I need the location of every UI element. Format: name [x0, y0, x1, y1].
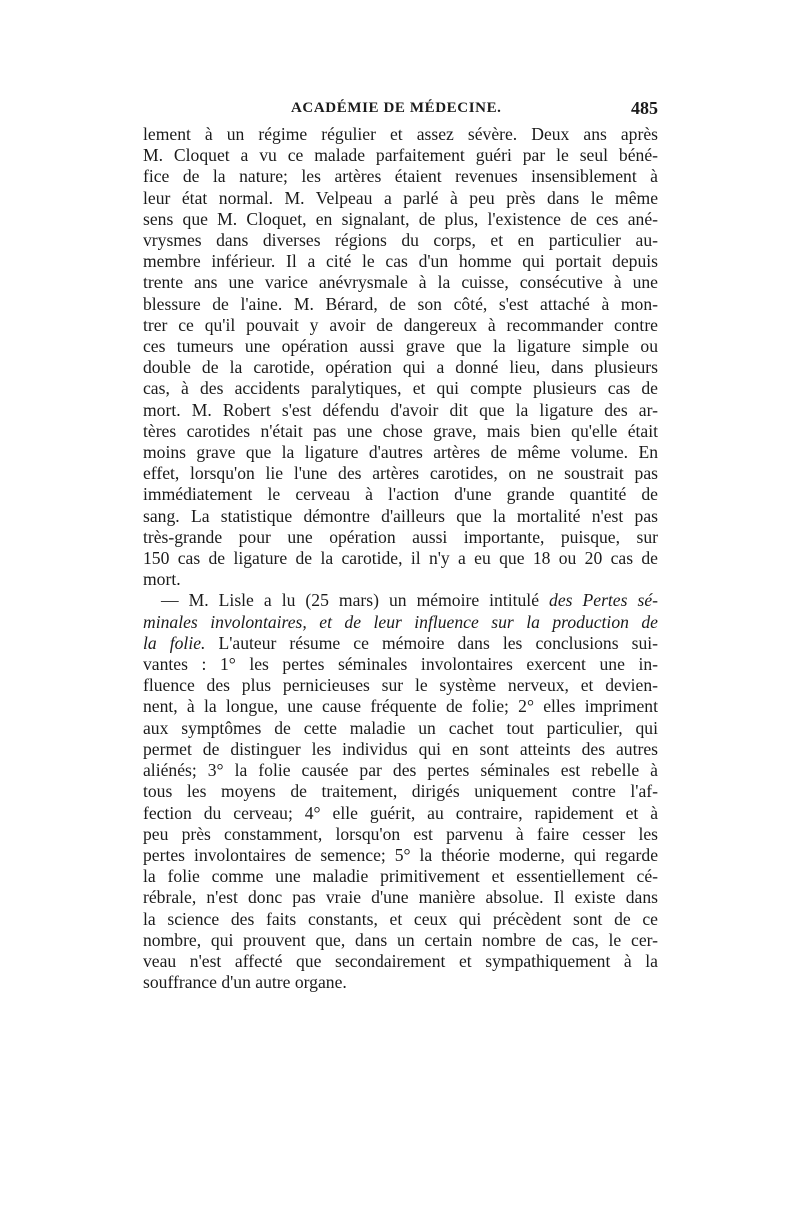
text-line: leur état normal. M. Velpeau a parlé à peu près dans le même	[143, 187, 658, 208]
text-line	[143, 612, 658, 633]
text-line: tères carotides n'était pas une chose grave, mais bien qu'elle était	[143, 420, 658, 441]
text-line: fection du cerveau; 4° elle guérit, au contraire, rapidement et à	[143, 802, 658, 823]
book-page	[143, 96, 658, 993]
text-line: vrysmes dans diverses régions du corps, et en particulier au-	[143, 230, 658, 251]
page-number: 485	[631, 98, 658, 118]
text-line: sang. La statistique démontre d'ailleurs que la mortalité n'est pas	[143, 505, 658, 526]
text-line: ces tumeurs une opération aussi grave que la ligature simple ou	[143, 336, 658, 357]
text-line: mort. M. Robert s'est défendu d'avoir dit que la ligature des ar-	[143, 399, 658, 420]
text-line: pertes involontaires de semence; 5° la théorie moderne, qui regarde	[143, 844, 658, 865]
paragraph-lisle-memoire	[143, 590, 658, 993]
text-line: nent, à la longue, une cause fréquente de folie; 2° elles impriment	[143, 696, 658, 717]
text-line: aliénés; 3° la folie causée par des pertes séminales est rebelle à	[143, 760, 658, 781]
text-line: rébrale, n'est donc pas vraie d'une manière absolue. Il existe dans	[143, 887, 658, 908]
text-line: effet, lorsqu'on lie l'une des artères carotides, on ne soustrait pas	[143, 463, 658, 484]
text-line: très-grande pour une opération aussi importante, puisque, sur	[143, 526, 658, 547]
title-italic: minales involontaires, et de leur influence sur la production de	[143, 611, 658, 632]
text-line: M. Cloquet a vu ce malade parfaitement guéri par le seul béné-	[143, 145, 658, 166]
text-line: sens que M. Cloquet, en signalant, de plus, l'existence de ces ané-	[143, 208, 658, 229]
title-italic: la folie.	[143, 632, 206, 653]
text-line: nombre, qui prouvent que, dans un certain nombre de cas, le cer-	[143, 929, 658, 950]
text-line: blessure de l'aine. M. Bérard, de son côté, s'est attaché à mon-	[143, 293, 658, 314]
text-line: moins grave que la ligature d'autres artères de même volume. En	[143, 442, 658, 463]
text-line: la folie comme une maladie primitivement et essentiellement cé-	[143, 866, 658, 887]
text-line: 150 cas de ligature de la carotide, il n'y a eu que 18 ou 20 cas de	[143, 548, 658, 569]
text-line: peu près constamment, lorsqu'on est parvenu à faire cesser les	[143, 823, 658, 844]
text-line	[143, 633, 658, 654]
text-line: fluence des plus pernicieuses sur le système nerveux, et devien-	[143, 675, 658, 696]
paragraph-cloquet-velpeau	[143, 124, 658, 590]
text-line: immédiatement le cerveau à l'action d'une grande quantité de	[143, 484, 658, 505]
text-line: membre inférieur. Il a cité le cas d'un homme qui portait depuis	[143, 251, 658, 272]
text-line: lement à un régime régulier et assez sévère. Deux ans après	[143, 124, 658, 144]
text-line: la science des faits constants, et ceux qui précèdent sont de ce	[143, 908, 658, 929]
text-line: trente ans une varice anévrysmale à la cuisse, consécutive à une	[143, 272, 658, 293]
text-segment: — M. Lisle a lu (25 mars) un mémoire intitulé	[161, 590, 550, 611]
text-line: cas, à des accidents paralytiques, et qui compte plusieurs cas de	[143, 378, 658, 399]
title-italic: des Pertes sé-	[549, 590, 658, 611]
text-line: mort.	[143, 569, 181, 590]
running-header	[143, 96, 658, 122]
text-line: vantes : 1° les pertes séminales involontaires exercent une in-	[143, 654, 658, 675]
text-line	[143, 590, 658, 611]
text-line: aux symptômes de cette maladie un cachet tout particulier, qui	[143, 717, 658, 738]
text-line: trer ce qu'il pouvait y avoir de dangereux à recommander contre	[143, 314, 658, 335]
text-line: permet de distinguer les individus qui en sont atteints des autres	[143, 738, 658, 759]
text-line: double de la carotide, opération qui a donné lieu, dans plusieurs	[143, 357, 658, 378]
running-title: ACADÉMIE DE MÉDECINE.	[291, 100, 502, 116]
text-line: souffrance d'un autre organe.	[143, 972, 347, 993]
text-line: fice de la nature; les artères étaient revenues insensiblement à	[143, 166, 658, 187]
text-line: veau n'est affecté que secondairement et sympathiquement à la	[143, 950, 658, 971]
text-line: tous les moyens de traitement, dirigés uniquement contre l'af-	[143, 781, 658, 802]
text-segment: L'auteur résume ce mémoire dans les conclusions sui-	[205, 632, 658, 653]
